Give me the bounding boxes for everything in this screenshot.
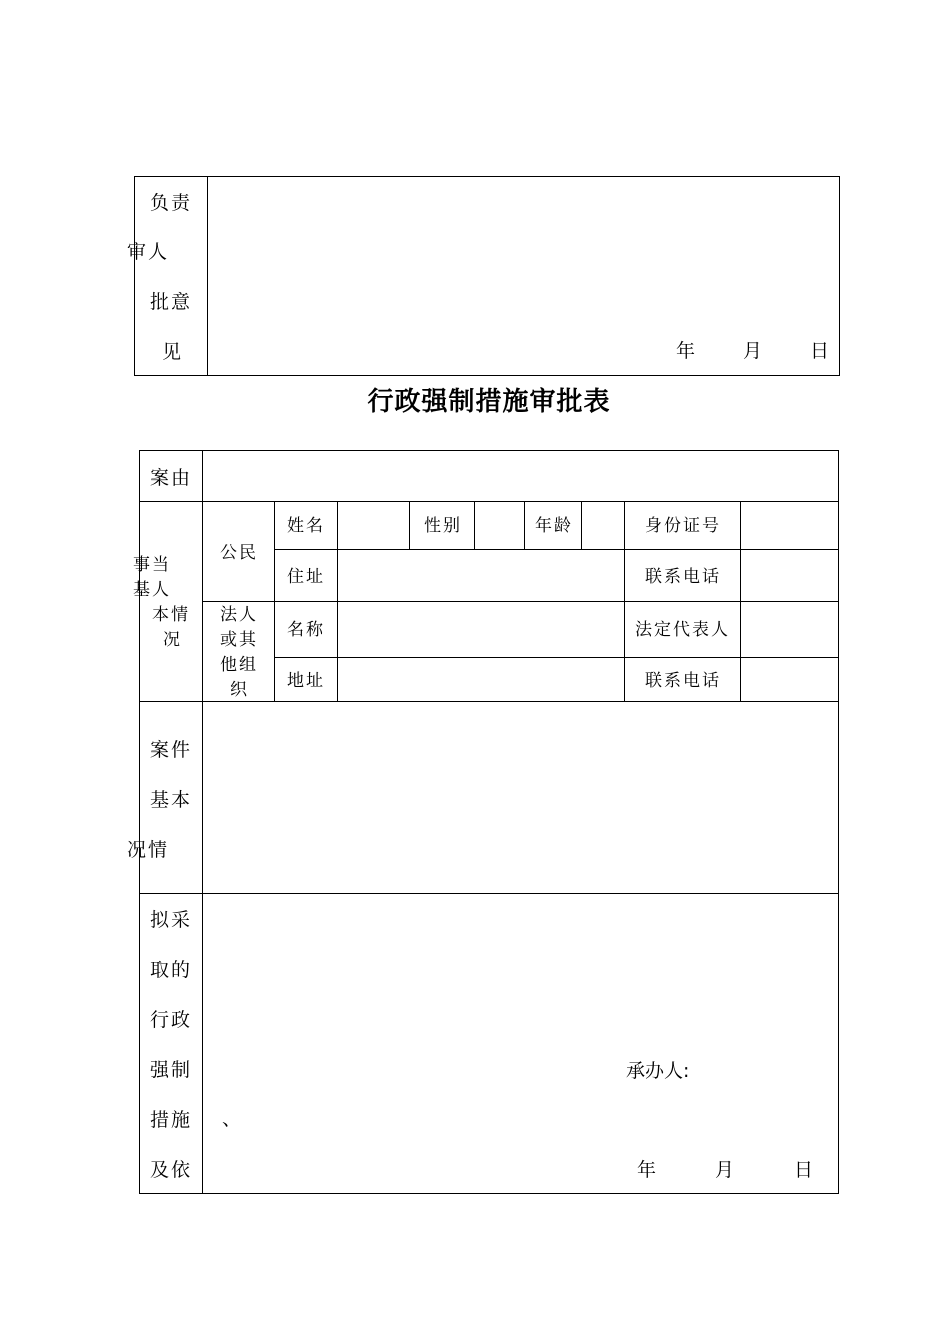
citizen-id-label: 身份证号 — [645, 516, 721, 536]
party-label-line-2: 基人 — [133, 580, 171, 600]
approval-date-month: 月 — [743, 340, 765, 362]
rule-party-end — [139, 701, 839, 702]
rule-label-col — [202, 450, 203, 1194]
citizen-label: 公民 — [220, 543, 258, 563]
citizen-phone-label: 联系电话 — [645, 567, 721, 587]
case-basic-line-1: 案件 — [150, 739, 193, 761]
approval-date-year: 年 — [676, 340, 698, 362]
org-address-label: 地址 — [287, 671, 325, 691]
citizen-gender-label: 性别 — [424, 516, 462, 536]
party-label-line-4: 况 — [163, 630, 182, 650]
case-basic-line-3: 况情 — [127, 839, 170, 861]
party-label-line-3: 本情 — [152, 605, 190, 625]
citizen-age-label: 年龄 — [535, 516, 573, 536]
org-legal-rep-label: 法定代表人 — [635, 620, 730, 640]
measures-line-4: 强制 — [150, 1059, 193, 1081]
case-basic-line-2: 基本 — [150, 789, 193, 811]
measures-mark: 、 — [222, 1108, 244, 1130]
handler-label: 承办人: — [626, 1060, 690, 1082]
page-title: 行政强制措施审批表 — [367, 387, 611, 417]
citizen-address-label: 住址 — [287, 567, 325, 587]
approval-label-line-2: 审人 — [127, 241, 170, 263]
rule-sublabel-col — [274, 501, 275, 701]
rule-name-val-end — [409, 501, 410, 549]
rule-case-cause — [139, 501, 839, 502]
approval-label-line-4: 见 — [162, 341, 184, 363]
approval-date-day: 日 — [810, 340, 832, 362]
org-label-line-1: 法人 — [220, 605, 258, 625]
measures-line-1: 拟采 — [150, 909, 193, 931]
rule-gender-val-end — [524, 501, 525, 549]
org-label-line-2: 或其 — [220, 630, 258, 650]
measures-line-5: 措施 — [150, 1109, 193, 1131]
form-date-month: 月 — [715, 1159, 737, 1181]
rule-right-label-start — [624, 501, 625, 701]
rule-right-val-start — [740, 501, 741, 701]
approval-label-line-3: 批意 — [150, 291, 193, 313]
org-label-line-4: 织 — [230, 680, 249, 700]
approval-label-line-1: 负责 — [150, 192, 193, 214]
form-date-day: 日 — [794, 1159, 816, 1181]
rule-case-basic-end — [139, 893, 839, 894]
approval-divider — [207, 176, 208, 376]
rule-field-col — [337, 501, 338, 701]
form-date-year: 年 — [637, 1159, 659, 1181]
party-label-line-1: 事当 — [133, 555, 171, 575]
rule-age-label-end — [581, 501, 582, 549]
org-phone-label: 联系电话 — [645, 671, 721, 691]
approval-box — [134, 176, 840, 376]
case-cause-label: 案由 — [150, 467, 193, 489]
org-name-label: 名称 — [287, 620, 325, 640]
measures-line-6: 及依 — [150, 1159, 193, 1181]
rule-citizen-mid — [274, 549, 839, 550]
rule-gender-label-end — [474, 501, 475, 549]
citizen-name-label: 姓名 — [287, 516, 325, 536]
measures-line-3: 行政 — [150, 1009, 193, 1031]
org-label-line-3: 他组 — [220, 655, 258, 675]
rule-org-mid — [274, 657, 839, 658]
measures-line-2: 取的 — [150, 959, 193, 981]
rule-citizen-org — [202, 601, 839, 602]
